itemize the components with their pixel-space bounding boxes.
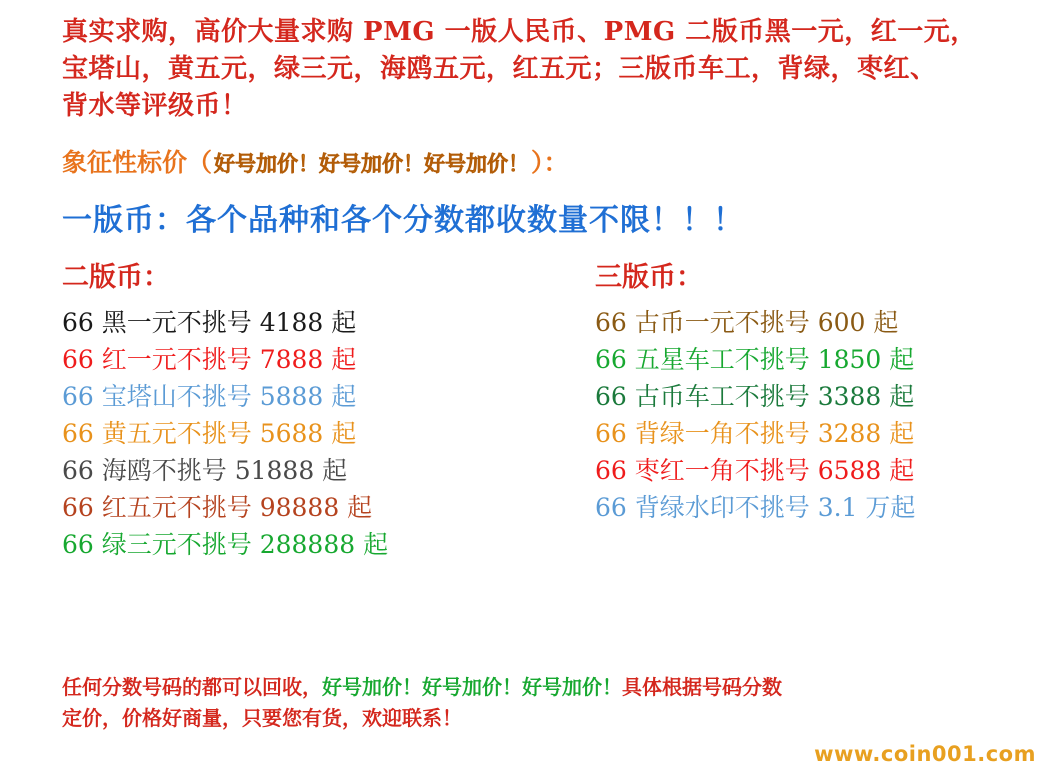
header-line-3: 背水等评级币！ [62,90,248,121]
list-item: 66 古币车工不挑号 3388 起 [595,381,915,411]
price-close: ）： [531,147,569,177]
list-item: 66 背绿一角不挑号 3288 起 [595,418,915,448]
price-emphasis: 好号加价！好号加价！好号加价！ [214,150,530,176]
third-series-column [549,255,1036,563]
list-item: 66 绿三元不挑号 288888 起 [62,529,389,559]
list-item: 66 红一元不挑号 7888 起 [62,344,357,374]
footer-line-1 [62,672,1032,703]
list-item: 66 背绿水印不挑号 3.1 万起 [595,492,916,522]
list-item: 66 宝塔山不挑号 5888 起 [62,381,357,411]
header-line-2: 宝塔山，黄五元，绿三元，海鸥五元，红五元；三版币车工，背绿，枣红、 [62,53,937,84]
symbolic-price-line [62,143,1036,179]
list-item: 66 五星车工不挑号 1850 起 [595,344,915,374]
list-item: 66 黄五元不挑号 5688 起 [62,418,357,448]
list-item: 66 黑一元不挑号 4188 起 [62,307,357,337]
footer-part-1: 任何分数号码的都可以回收， [62,675,322,699]
second-series-column [62,255,549,563]
header-line-1: 真实求购，高价大量求购 PMG 一版人民币、PMG 二版币黑一元，红一元， [62,17,977,47]
list-item: 66 红五元不挑号 98888 起 [62,492,373,522]
list-item: 66 古币一元不挑号 600 起 [595,307,899,337]
second-series-title: 二版币： [62,261,170,293]
footer-emphasis: 好号加价！好号加价！好号加价！ [322,675,622,699]
third-series-title: 三版币： [595,261,703,293]
footer-note [62,672,1032,734]
header-block [62,14,1036,125]
first-series-banner: 一版币：各个品种和各个分数都收数量不限！！！ [62,202,744,238]
site-watermark: www.coin001.com [814,742,1036,766]
series-columns [62,255,1036,563]
price-label: 象征性标价（ [62,147,213,177]
footer-line-2: 定价，价格好商量，只要您有货，欢迎联系！ [62,706,462,730]
footer-part-2: 具体根据号码分数 [622,675,782,699]
list-item: 66 枣红一角不挑号 6588 起 [595,455,915,485]
list-item: 66 海鸥不挑号 51888 起 [62,455,348,485]
